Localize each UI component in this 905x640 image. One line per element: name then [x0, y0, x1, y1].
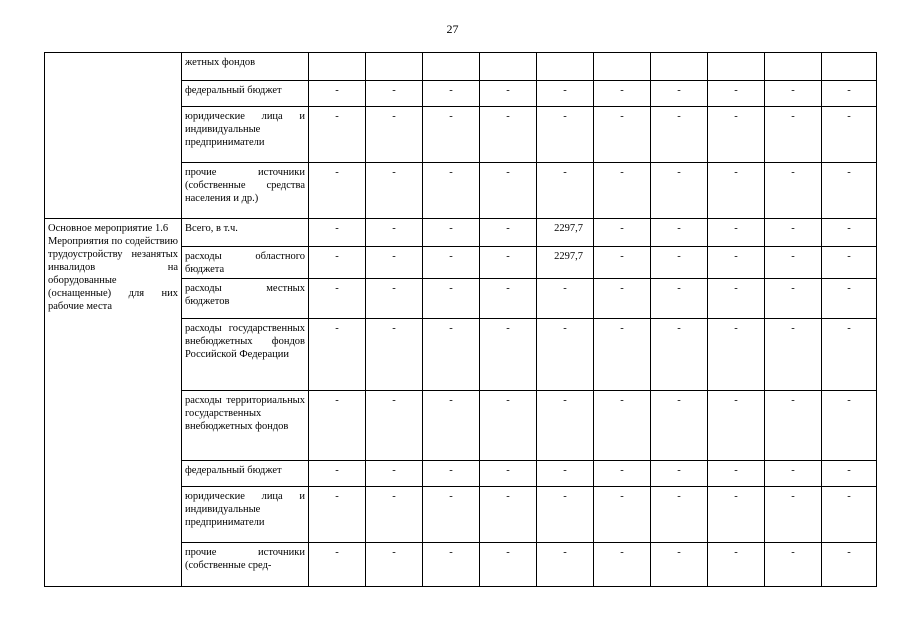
value-cell: - [480, 279, 537, 319]
value-cell [309, 53, 366, 81]
value-cell: - [651, 247, 708, 279]
value-cell: - [765, 543, 822, 587]
value-cell: - [651, 319, 708, 391]
value-cell: - [822, 247, 877, 279]
value-cell: - [480, 81, 537, 107]
value-cell: - [765, 391, 822, 461]
value-cell: - [423, 461, 480, 487]
value-cell: - [423, 487, 480, 543]
value-cell: - [594, 219, 651, 247]
value-cell: - [708, 487, 765, 543]
value-cell: - [480, 461, 537, 487]
value-cell: - [480, 391, 537, 461]
value-cell [366, 53, 423, 81]
value-cell: - [309, 279, 366, 319]
value-cell: - [537, 391, 594, 461]
value-cell: - [480, 163, 537, 219]
value-cell: - [708, 219, 765, 247]
value-cell: 2297,7 [537, 219, 594, 247]
value-cell: - [423, 319, 480, 391]
value-cell: - [708, 391, 765, 461]
value-cell: - [537, 163, 594, 219]
value-cell: - [651, 81, 708, 107]
value-cell: - [366, 107, 423, 163]
funding-source-cell: федеральный бюджет [182, 461, 309, 487]
value-cell: - [537, 279, 594, 319]
value-cell: - [309, 219, 366, 247]
table-group-continued [45, 53, 877, 219]
value-cell: - [765, 319, 822, 391]
value-cell: - [537, 461, 594, 487]
value-cell: - [366, 279, 423, 319]
value-cell: - [423, 163, 480, 219]
value-cell: - [822, 81, 877, 107]
value-cell: - [366, 487, 423, 543]
value-cell: - [366, 391, 423, 461]
value-cell: - [708, 319, 765, 391]
value-cell: - [594, 543, 651, 587]
value-cell [423, 53, 480, 81]
value-cell: - [651, 279, 708, 319]
value-cell: - [423, 543, 480, 587]
value-cell: - [423, 81, 480, 107]
funding-source-cell: жетных фондов [182, 53, 309, 81]
value-cell: - [651, 163, 708, 219]
value-cell: - [423, 279, 480, 319]
value-cell: - [651, 487, 708, 543]
value-cell: - [366, 81, 423, 107]
value-cell: - [309, 391, 366, 461]
value-cell: - [423, 107, 480, 163]
value-cell: - [594, 107, 651, 163]
value-cell [708, 53, 765, 81]
value-cell: - [480, 107, 537, 163]
funding-source-cell: прочие источники (собственные средства населения и др.) [182, 163, 309, 219]
value-cell: - [309, 107, 366, 163]
value-cell [537, 53, 594, 81]
measure-cell [45, 53, 182, 219]
value-cell: - [822, 543, 877, 587]
value-cell: - [594, 319, 651, 391]
value-cell: - [366, 247, 423, 279]
table-row [45, 219, 877, 247]
funding-source-cell: расходы местных бюджетов [182, 279, 309, 319]
value-cell: - [765, 81, 822, 107]
value-cell [651, 53, 708, 81]
measure-text: Основное мероприятие 1.6 [48, 223, 169, 234]
value-cell: - [480, 219, 537, 247]
value-cell: - [594, 163, 651, 219]
value-cell: - [309, 163, 366, 219]
value-cell: - [822, 279, 877, 319]
value-cell: - [309, 81, 366, 107]
funding-source-cell: расходы областного бюджета [182, 247, 309, 279]
funding-source-cell: юридические лица и индивидуальные предприниматели [182, 487, 309, 543]
value-cell: - [480, 247, 537, 279]
value-cell: - [822, 319, 877, 391]
funding-source-cell: Всего, в т.ч. [182, 219, 309, 247]
value-cell: - [822, 461, 877, 487]
value-cell: - [651, 543, 708, 587]
value-cell [822, 53, 877, 81]
value-cell: - [594, 279, 651, 319]
value-cell: - [765, 279, 822, 319]
value-cell: - [594, 461, 651, 487]
value-cell: - [822, 163, 877, 219]
value-cell: - [708, 163, 765, 219]
measure-cell [45, 219, 182, 587]
value-cell: - [537, 543, 594, 587]
value-cell: - [765, 247, 822, 279]
value-cell: - [594, 391, 651, 461]
value-cell [594, 53, 651, 81]
funding-source-cell: федеральный бюджет [182, 81, 309, 107]
value-cell: - [309, 543, 366, 587]
value-cell: - [708, 543, 765, 587]
value-cell: - [537, 81, 594, 107]
funding-source-cell: расходы государственных внебюджетных фондов Российской Федерации [182, 319, 309, 391]
funding-source-cell: расходы территориальных государственных внебюджетных фондов [182, 391, 309, 461]
value-cell [765, 53, 822, 81]
value-cell: - [651, 219, 708, 247]
value-cell: - [309, 461, 366, 487]
table-group-measure-1-6 [45, 219, 877, 587]
value-cell: - [537, 319, 594, 391]
value-cell: - [708, 461, 765, 487]
value-cell: - [366, 461, 423, 487]
value-cell: - [651, 461, 708, 487]
value-cell: - [309, 487, 366, 543]
value-cell: - [537, 107, 594, 163]
value-cell: - [765, 461, 822, 487]
page-number: 27 [446, 22, 459, 36]
value-cell: - [708, 107, 765, 163]
value-cell: - [708, 247, 765, 279]
value-cell: - [423, 247, 480, 279]
value-cell: - [708, 279, 765, 319]
measure-text: Мероприятия по содействию трудоустройству незанятых инвалидов на оборудованные (оснащенные) для них рабочие места [48, 236, 178, 312]
value-cell: - [480, 319, 537, 391]
value-cell: - [309, 319, 366, 391]
value-cell: - [651, 107, 708, 163]
value-cell: - [309, 247, 366, 279]
value-cell: - [423, 391, 480, 461]
value-cell: - [594, 487, 651, 543]
value-cell: - [651, 391, 708, 461]
value-cell: - [708, 81, 765, 107]
value-cell: - [594, 247, 651, 279]
value-cell: - [480, 487, 537, 543]
value-cell: 2297,7 [537, 247, 594, 279]
value-cell: - [765, 487, 822, 543]
value-cell: - [366, 319, 423, 391]
value-cell: - [366, 219, 423, 247]
value-cell: - [423, 219, 480, 247]
value-cell: - [822, 487, 877, 543]
value-cell: - [537, 487, 594, 543]
value-cell: - [594, 81, 651, 107]
value-cell: - [366, 163, 423, 219]
funding-source-cell: прочие источники (собственные сред- [182, 543, 309, 587]
value-cell: - [480, 543, 537, 587]
table-row [45, 53, 877, 81]
value-cell: - [366, 543, 423, 587]
value-cell: - [765, 219, 822, 247]
value-cell: - [822, 107, 877, 163]
value-cell: - [765, 163, 822, 219]
budget-table [44, 52, 877, 587]
value-cell: - [765, 107, 822, 163]
funding-source-cell: юридические лица и индивидуальные предприниматели [182, 107, 309, 163]
value-cell: - [822, 391, 877, 461]
value-cell: - [822, 219, 877, 247]
value-cell [480, 53, 537, 81]
